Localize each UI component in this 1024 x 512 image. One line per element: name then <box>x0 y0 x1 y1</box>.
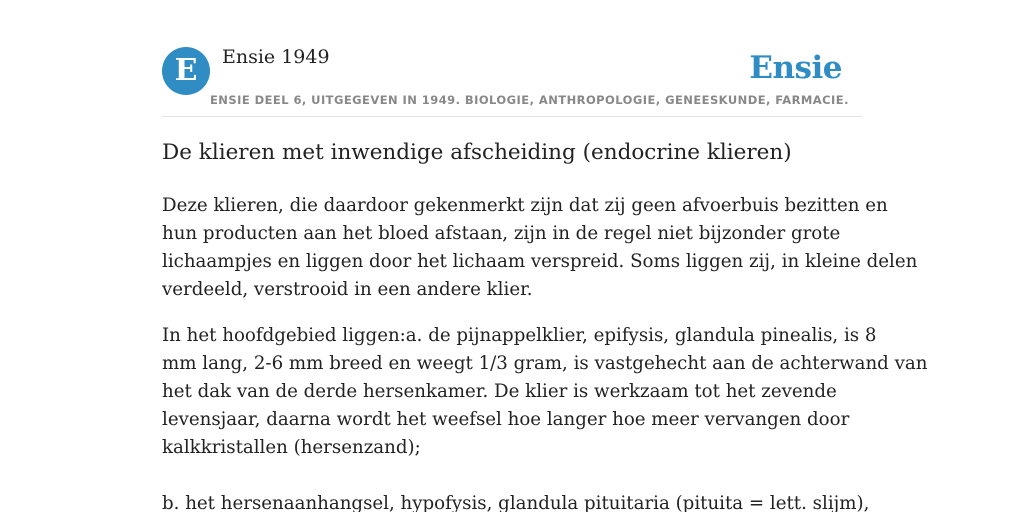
text-line: het dak van de derde hersenkamer. De klier is werkzaam tot het zevende <box>162 381 837 402</box>
source-subtitle: ENSIE DEEL 6, UITGEGEVEN IN 1949. BIOLOGIE, ANTHROPOLOGIE, GENEESKUNDE, FARMACIE. <box>210 93 849 107</box>
source-header <box>162 44 862 117</box>
text-line: levensjaar, daarna wordt het weefsel hoe langer hoe meer vervangen door <box>162 409 850 430</box>
paragraph-2 <box>162 322 928 512</box>
text-line: Deze klieren, die daardoor gekenmerkt zijn dat zij geen afvoerbuis bezitten en <box>162 195 888 216</box>
text-line: hun producten aan het bloed afstaan, zijn in de regel niet bijzonder grote <box>162 223 841 244</box>
paragraph-1 <box>162 192 918 304</box>
source-title[interactable]: Ensie 1949 <box>222 46 330 68</box>
source-logo[interactable]: E <box>162 47 210 95</box>
text-line: mm lang, 2-6 mm breed en weegt 1/3 gram, is vastgehecht aan de achterwand van <box>162 353 928 374</box>
text-line: In het hoofdgebied liggen:a. de pijnappelklier, epifysis, glandula pinealis, is 8 <box>162 325 877 346</box>
article-title: De klieren met inwendige afscheiding (endocrine klieren) <box>162 140 792 165</box>
text-line: b. het hersenaanhangsel, hypofysis, glandula pituitaria (pituita = lett. slijm), <box>162 493 870 512</box>
article-body <box>162 192 928 512</box>
brand-logo[interactable]: Ensie <box>749 50 842 86</box>
text-line: kalkkristallen (hersenzand); <box>162 437 421 458</box>
text-line: lichaampjes en liggen door het lichaam verspreid. Soms liggen zij, in kleine delen <box>162 251 918 272</box>
text-line: verdeeld, verstrooid in een andere klier. <box>162 279 533 300</box>
line-gap <box>162 462 868 490</box>
